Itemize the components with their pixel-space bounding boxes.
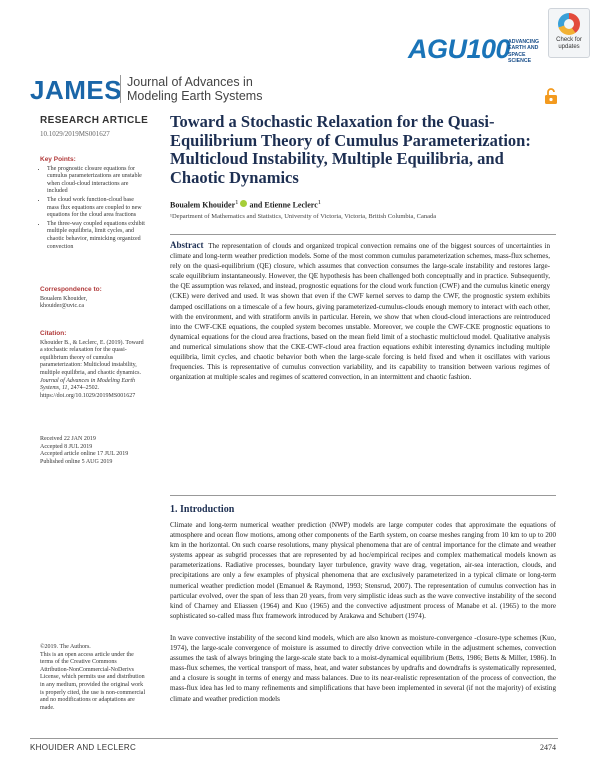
article-dates: [40, 436, 146, 466]
author-name: Boualem Khouider: [170, 200, 236, 210]
affiliation: ¹Department of Mathematics and Statistics, University of Victoria, Victoria, British Columbia, Canada: [170, 213, 437, 220]
citation-journal: Journal of Advances in Modeling Earth Systems, 11,: [40, 377, 136, 392]
open-access-lock-icon: [544, 87, 558, 105]
abstract-text: The representation of clouds and organized tropical convection remains one of the biggest sources of uncertainties in climate and long-term weather prediction models. Some of the most common cumulus parameterization schemes, mass-flux schemes, rely on the quasi-equilibrium (QE) closure, which assumes that convection consumes the large-scale instability and restores large-scale equilibrium instantaneously. However, the QE hypothesis has been challenged both conceptually and in practice. Subsequently, the QE assumption was relaxed, and instead, prognostic equations for the cloud work function (CWF) and the cumulus kinetic energy (CKE) were derived and used. It was shown that even if the CWF kernel serves to damp the CWF, the prognostic system exhibits damped oscillations on a timescale of a few hours, giving parameterized-cumulus-clouds enough memory to interact with each other, with the environment, and with stratiform anvils in particular. Herein, we show that when cloud-cloud interactions are reintroduced into the CWF-CKE equations, the coupled system becomes unstable. Moreover, we couple the CWF-CKE prognostic equations to dynamical equations for the cloud area fractions, based on the mean field limit of a stochastic multicloud model. Qualitative analysis and numerical simulations show that the CKE-CWF-cloud area fraction equations exhibit interesting dynamics including multiple equilibria, limit cycles, and chaotic behavior both when the large-scale forcing is held fixed and when it oscillates with various frequencies. This is representative of cumulus convection variability, and its capability to transition between various regimes of organization at multiple scales and regimes of scattered convection, in an intermittent and chaotic fashion.: [170, 242, 550, 382]
divider: [170, 495, 556, 496]
author-list: [170, 199, 321, 210]
author-affil-marker: 1: [235, 199, 239, 206]
journal-name-line2: Modeling Earth Systems: [127, 89, 263, 103]
abstract: [170, 240, 550, 382]
key-point-item: • The cloud work function-cloud base mass flux equations are coupled to new equations for the cloud area fractions: [47, 197, 146, 220]
orcid-icon[interactable]: [240, 200, 247, 207]
date-received: Received 22 JAN 2019: [40, 436, 96, 442]
correspondence-heading: Correspondence to:: [40, 286, 102, 293]
article-type: RESEARCH ARTICLE: [40, 115, 149, 126]
date-accepted: Accepted 8 JUL 2019: [40, 443, 93, 450]
crossmark-icon: [558, 13, 580, 35]
intro-paragraph-2: In wave convective instability of the second kind models, which are also known as moisture-convergence -closure-type schemes (Kuo, 1974), the large-scale convergence of moisture is assumed to directly drive convection while in the adjustment schemes, convection assumes the task of always bringing the large-scale state back to a moist-dynamical equilibrium (Betts, 1986; Betts & Miller, 1986). In mass-flux schemes, the vertical transport of mass, heat, and water substances by updrafts and downdrafts is systematically represented, and a closure is sought in terms of energy and mass balances. Due to its near-realistic representation of the process of convection, the mass-flux idea has led to many refinements and simplifications that have been implemented in several (if not the majority) of existing climate and weather prediction models: [170, 634, 556, 703]
agu-logo: [408, 34, 548, 68]
copyright-notice: [40, 644, 146, 712]
date-published: Published online 5 AUG 2019: [40, 458, 113, 465]
citation-text: Khouider B., & Leclerc, E. (2019). Toward a stochastic relaxation for the quasi-equilibrium theory of cumulus parameterization: Multicloud instability, multiple equilibria, and chaotic dynamics.: [40, 339, 144, 376]
key-point-item: • The prognostic closure equations for cumulus parameterizations are unstable when cloud-cloud interactions are included: [47, 166, 146, 196]
journal-name: [120, 75, 262, 103]
citation-heading: Citation:: [40, 330, 67, 337]
check-for-updates-label: Check for updates: [556, 37, 582, 50]
article-title: Toward a Stochastic Relaxation for the Quasi-Equilibrium Theory of Cumulus Parameterization: Multicloud Instability, Multiple Equilibria, and Chaotic Dynamics: [170, 112, 531, 187]
agu-logo-text: AGU100: [408, 34, 511, 64]
intro-paragraph-1: Climate and long-term numerical weather prediction (NWP) models are large computer codes that approximate the equations of atmosphere and ocean flow motions, among other components of the Earth system, on coarse meshes ranging from 10 km to up to 200 km in the horizontal. On such coarse resolutions, many physical phenomena that are of central importance for the climate and weather systems appear as subgrid processes that are represented by ad hoc/empirical recipes and complex mathematical models known as parameterizations. Radiative processes, boundary layer turbulence, gravity wave drag, vegetation, air-sea interaction, clouds, and precipitations are only a few examples of physical phenomena that are exclusively parameterized in a typical climate or long-term numerical weather prediction model (Emanuel & Raymond, 1993; Stensrud, 2007). The representation of cumulus convection has in particular evolved, over the span of less than 20 years, from very simplistic ideas such as the wave convective instability of the second kind of Charney and Eliassen (1964) and Kuo (1965) and the convective adjustment process of Manabe et al. (1965) to the more sophisticated so-called mass flux framework introduced by Arakawa and Schubert (1974).: [170, 521, 556, 620]
correspondence-email[interactable]: khouider@uvic.ca: [40, 303, 85, 310]
divider: [170, 234, 556, 235]
journal-abbr: JAMES: [30, 75, 123, 105]
key-points-list: [40, 166, 146, 252]
copyright-text: This is an open access article under the terms of the Creative Commons Attribution-NonCommercial-NoDerivs License, which permits use and distribution in any medium, provided the original work is properly cited, the use is non-commercial and no modifications or adaptations are made.: [40, 651, 146, 711]
section-heading-introduction: 1. Introduction: [170, 504, 235, 515]
footer-divider: [30, 738, 558, 739]
page-number: 2474: [540, 743, 556, 752]
author-affil-marker: 1: [317, 199, 322, 206]
citation: [40, 330, 146, 400]
key-points: [40, 156, 146, 252]
copyright-year: ©2019. The Authors.: [40, 644, 91, 650]
agu-tagline: ADVANCING EARTH AND SPACE SCIENCE: [508, 39, 540, 65]
running-footer-authors: KHOUIDER AND LECLERC: [30, 743, 137, 752]
abstract-heading: Abstract: [170, 240, 204, 250]
key-point-item: • The three-way coupled equations exhibit multiple equilibria, limit cycles, and chaotic behavior, mimicking organized convection: [47, 221, 146, 251]
date-accepted-online: Accepted article online 17 JUL 2019: [40, 451, 129, 458]
check-for-updates-badge[interactable]: [548, 8, 590, 58]
key-points-heading: Key Points:: [40, 156, 76, 163]
journal-name-line1: Journal of Advances in: [127, 75, 253, 89]
article-doi[interactable]: 10.1029/2019MS001627: [40, 130, 110, 138]
correspondence: [40, 286, 146, 311]
author-name-rest: and Etienne Leclerc: [249, 200, 318, 210]
correspondence-name: Boualem Khouider,: [40, 295, 88, 302]
citation-pages[interactable]: 2474–2502. https://doi.org/10.1029/2019MS001627: [40, 385, 136, 399]
